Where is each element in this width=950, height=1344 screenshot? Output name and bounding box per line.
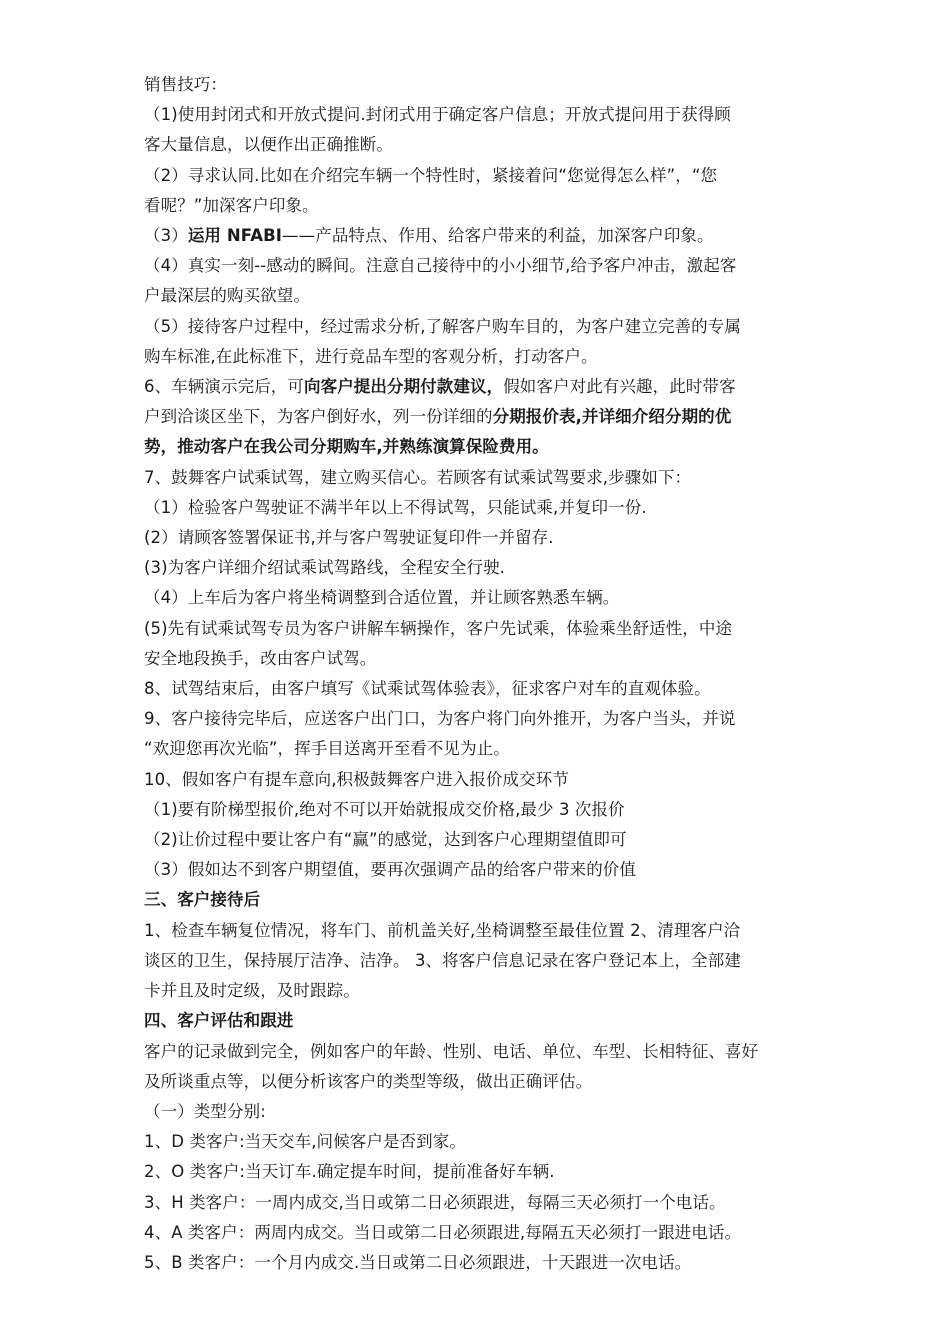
text-segment: 7、鼓舞客户试乘试驾，建立购买信心。若顾客有试乘试驾要求,步骤如下： [144, 467, 692, 487]
text-line [144, 1037, 806, 1067]
document-body [144, 70, 806, 1278]
text-line [144, 281, 806, 311]
text-line [144, 312, 806, 342]
text-segment: 客大量信息，以便作出正确推断。 [144, 135, 393, 155]
bold-text: 三、客户接待后 [144, 890, 261, 910]
text-segment: (2）请顾客签署保证书,并与客户驾驶证复印件一并留存. [144, 528, 554, 548]
text-segment: 户最深层的购买欲望。 [144, 286, 310, 306]
text-segment: “欢迎您再次光临”，挥手目送离开至看不见为止。 [144, 739, 510, 759]
section-heading [144, 885, 806, 915]
text-line [144, 463, 806, 493]
text-segment: （1)要有阶梯型报价,绝对不可以开始就报成交价格,最少 3 次报价 [144, 799, 625, 819]
text-segment: （2）寻求认同.比如在介绍完车辆一个特性时，紧接着问“您觉得怎么样”，“您 [144, 165, 718, 185]
text-line [144, 1067, 806, 1097]
bold-text: 势，推动客户在我公司分期购车,并熟练演算保险费用。 [144, 437, 549, 457]
text-line [144, 674, 806, 704]
text-segment: 户到洽谈区坐下，为客户倒好水，列一份详细的 [144, 407, 493, 427]
text-line [144, 644, 806, 674]
text-segment: 6、车辆演示完后，可 [144, 377, 304, 397]
text-line [144, 1188, 806, 1218]
text-line [144, 523, 806, 553]
text-line [144, 432, 806, 462]
text-line [144, 765, 806, 795]
text-line [144, 251, 806, 281]
text-segment: （3）假如达不到客户期望值，要再次强调产品的给客户带来的价值 [144, 860, 636, 880]
text-line [144, 191, 806, 221]
section-heading [144, 1006, 806, 1036]
text-segment: 4、A 类客户：两周内成交。当日或第二日必须跟进,每隔五天必须打一跟进电话。 [144, 1222, 742, 1242]
text-segment: 1、检查车辆复位情况，将车门、前机盖关好,坐椅调整至最佳位置 2、清理客户洽 [144, 920, 741, 940]
text-line [144, 614, 806, 644]
text-line [144, 704, 806, 734]
text-segment: 10、假如客户有提车意向,积极鼓舞客户进入报价成交环节 [144, 769, 569, 789]
text-segment: ——产品特点、作用、给客户带来的利益，加深客户印象。 [282, 226, 714, 246]
text-line [144, 583, 806, 613]
text-line [144, 372, 806, 402]
text-segment: 卡并且及时定级，及时跟踪。 [144, 981, 360, 1001]
bold-text: 运用 NFABI [187, 226, 283, 246]
bold-text: 向客户提出分期付款建议， [304, 377, 504, 397]
text-line [144, 402, 806, 432]
text-segment: （2)让价过程中要让客户有“赢”的感觉，达到客户心理期望值即可 [144, 830, 627, 850]
text-segment: 客户的记录做到完全，例如客户的年龄、性别、电话、单位、车型、长相特征、喜好 [144, 1041, 759, 1061]
text-line [144, 1248, 806, 1278]
text-segment: 销售技巧： [144, 75, 227, 94]
text-line [144, 916, 806, 946]
text-line [144, 493, 806, 523]
text-line [144, 946, 806, 976]
text-segment: （4）上车后为客户将坐椅调整到合适位置，并让顾客熟悉车辆。 [144, 588, 620, 608]
text-segment: （5）接待客户过程中，经过需求分析,了解客户购车目的，为客户建立完善的专属 [144, 316, 741, 336]
text-line [144, 342, 806, 372]
text-segment: 8、试驾结束后，由客户填写《试乘试驾体验表》，征求客户对车的直观体验。 [144, 679, 711, 699]
text-line [144, 70, 806, 100]
text-segment: 5、B 类客户：一个月内成交.当日或第二日必须跟进，十天跟进一次电话。 [144, 1252, 692, 1272]
text-segment: （4）真实一刻--感动的瞬间。注意自己接待中的小小细节,给予客户冲击，激起客 [144, 256, 737, 276]
text-segment: （一）类型分别: [144, 1101, 266, 1121]
text-segment: （1）检验客户驾驶证不满半年以上不得试驾，只能试乘,并复印一份. [144, 497, 647, 517]
text-segment: 安全地段换手，改由客户试驾。 [144, 648, 377, 668]
text-segment: （3） [144, 226, 188, 246]
text-line [144, 976, 806, 1006]
text-line [144, 161, 806, 191]
text-segment: 9、客户接待完毕后，应送客户出门口，为客户将门向外推开，为客户当头，并说 [144, 709, 736, 729]
text-line [144, 221, 806, 251]
text-segment: (3)为客户详细介绍试乘试驾路线，全程安全行驶. [144, 558, 506, 578]
text-segment: 购车标准,在此标准下，进行竞品车型的客观分析，打动客户。 [144, 346, 598, 366]
text-line [144, 130, 806, 160]
text-line [144, 825, 806, 855]
text-segment: 谈区的卫生，保持展厅洁净、洁净。 3、将客户信息记录在客户登记本上，全部建 [144, 950, 741, 970]
text-line [144, 795, 806, 825]
text-line [144, 1157, 806, 1187]
text-line [144, 1218, 806, 1248]
bold-text: 四、客户评估和跟进 [144, 1011, 294, 1031]
bold-text: 分期报价表,并详细介绍分期的优 [492, 407, 732, 427]
text-line [144, 855, 806, 885]
text-line [144, 1127, 806, 1157]
text-line [144, 553, 806, 583]
text-segment: (5)先有试乘试驾专员为客户讲解车辆操作，客户先试乘，体验乘坐舒适性，中途 [144, 618, 733, 638]
text-segment: 3、H 类客户：一周内成交,当日或第二日必须跟进，每隔三天必须打一个电话。 [144, 1192, 726, 1212]
text-segment: 2、O 类客户:当天订车.确定提车时间，提前准备好车辆. [144, 1162, 555, 1182]
text-line [144, 1097, 806, 1127]
text-line [144, 100, 806, 130]
text-segment: 及所谈重点等，以便分析该客户的类型等级，做出正确评估。 [144, 1071, 593, 1091]
text-segment: （1)使用封闭式和开放式提问.封闭式用于确定客户信息；开放式提问用于获得顾 [144, 105, 731, 125]
text-segment: 1、D 类客户:当天交车,问候客户是否到家。 [144, 1132, 466, 1152]
text-segment: 看呢？”加深客户印象。 [144, 195, 319, 215]
text-segment: 假如客户对此有兴趣，此时带客 [503, 377, 736, 397]
text-line [144, 734, 806, 764]
